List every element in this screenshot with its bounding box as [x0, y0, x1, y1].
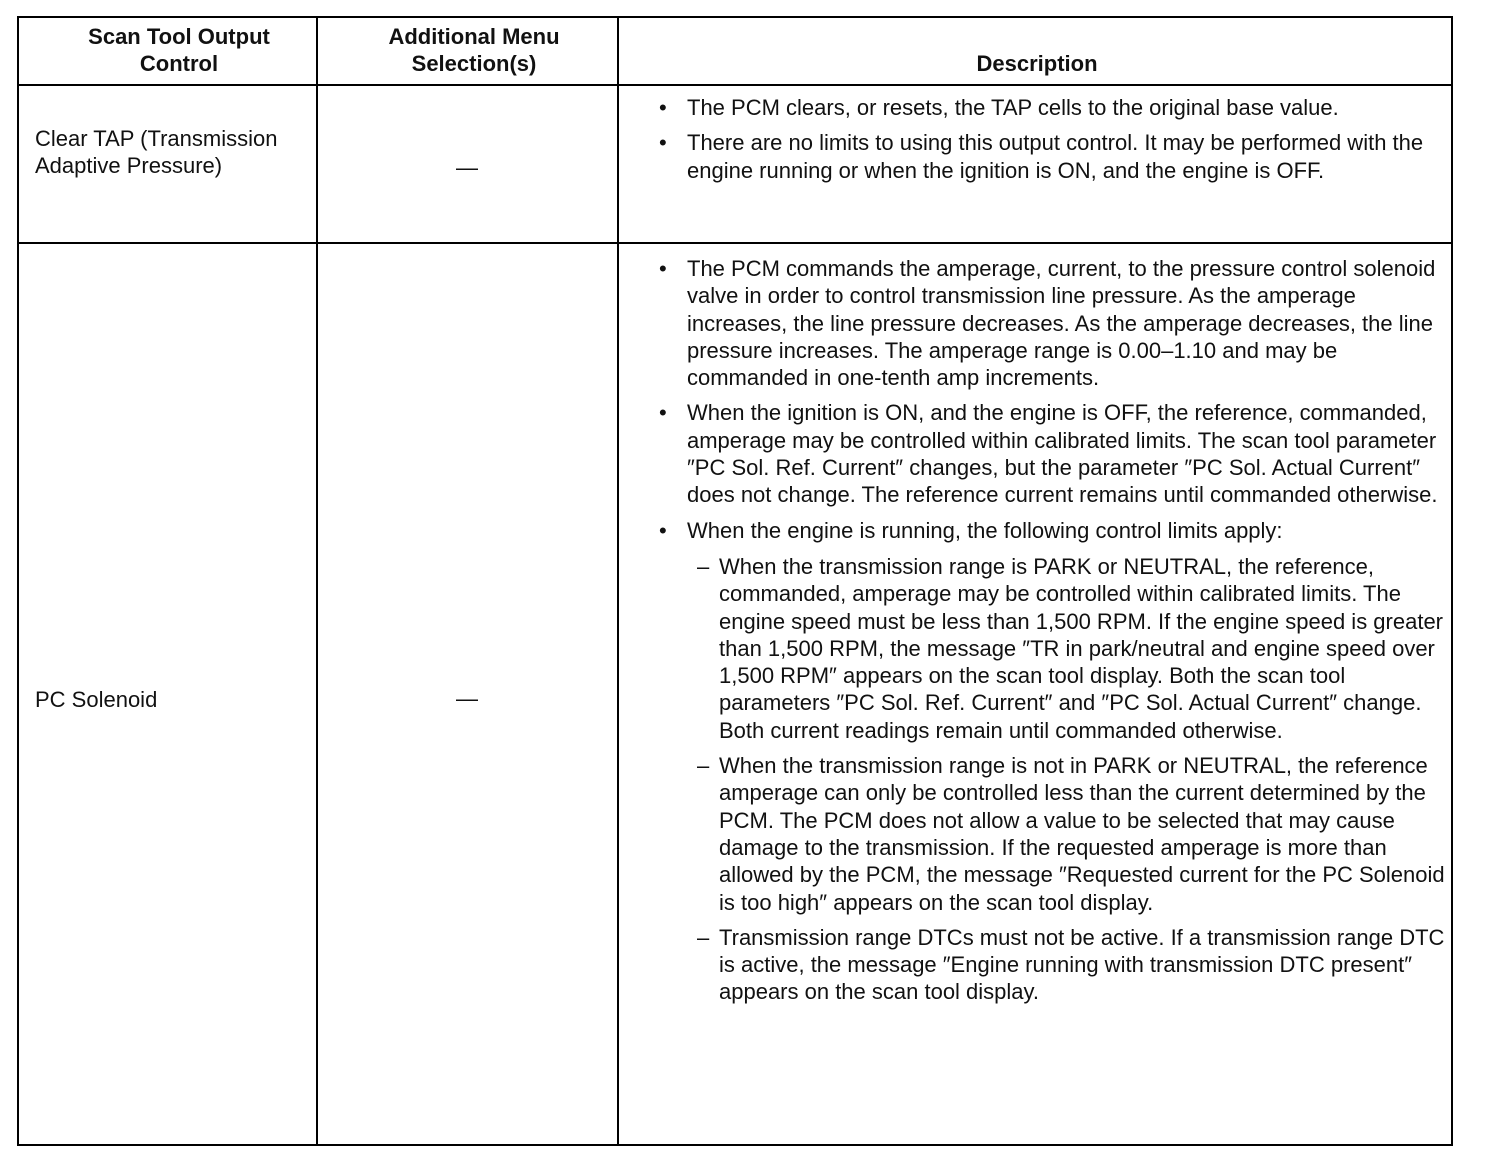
control-limit-item: – When the transmission range is not in PARK or NEUTRAL, the reference amperage can only be controlled less than the current determined by the PCM. The PCM does not allow a value to be selected that may cause damage to the transmission. If the requested amperage is more than allowed by the PCM, the message ″Requested current for the PC Solenoid is too high″ appears on the scan tool display. [687, 752, 1453, 916]
description-bullet: • When the ignition is ON, and the engine is OFF, the reference, commanded, amperage may be controlled within calibrated limits. The scan tool parameter ″PC Sol. Ref. Current″ changes, but the parameter ″PC Sol. Actual Current″ does not change. The reference current remains until commanded otherwise. [653, 399, 1453, 508]
row-pc-solenoid-control: PC Solenoid [35, 687, 158, 712]
header-additional-menu-selections: Additional Menu Selection(s) [388, 24, 560, 76]
description-bullet [653, 517, 1453, 1006]
description-bullet-text: When the engine is running, the following control limits apply: [687, 517, 1283, 543]
description-bullet: • There are no limits to using this output control. It may be performed with the engine running or when the ignition is ON, and the engine is OFF. [653, 129, 1453, 184]
column-divider [316, 18, 318, 1144]
row-clear-tap-control: Clear TAP (Transmission Adaptive Pressure) [35, 126, 278, 178]
description-bullet: • The PCM clears, or resets, the TAP cells to the original base value. [653, 94, 1453, 121]
row-clear-tap-menu-selection: — [456, 155, 478, 180]
control-limit-item: – When the transmission range is PARK or NEUTRAL, the reference, commanded, amperage may be controlled within calibrated limits. The engine speed must be less than 1,500 RPM. If the engine speed is greater than 1,500 RPM, the message ″TR in park/neutral and engine speed over 1,500 RPM″ appears on the scan tool display. Both the scan tool parameters ″PC Sol. Ref. Current″ and ″PC Sol. Actual Current″ change. Both current readings remain until commanded otherwise. [687, 553, 1453, 744]
header-row-divider [19, 84, 1451, 86]
column-divider [617, 18, 619, 1144]
row-divider [19, 242, 1451, 244]
row-clear-tap-description [653, 94, 1453, 192]
row-pc-solenoid-description [653, 255, 1453, 1014]
description-bullet: • The PCM commands the amperage, current, to the pressure control solenoid valve in order to control transmission line pressure. As the amperage increases, the line pressure decreases. As the amperage decreases, the line pressure increases. The amperage range is 0.00–1.10 and may be commanded in one-tenth amp increments. [653, 255, 1453, 391]
control-limits-list [687, 553, 1453, 1006]
header-description: Description [976, 51, 1098, 76]
control-limit-item: – Transmission range DTCs must not be active. If a transmission range DTC is active, the message ″Engine running with transmission DTC present″ appears on the scan tool display. [687, 924, 1453, 1006]
row-pc-solenoid-menu-selection: — [456, 686, 478, 711]
output-control-table [17, 16, 1453, 1146]
header-scan-tool-output-control: Scan Tool Output Control [88, 24, 270, 76]
